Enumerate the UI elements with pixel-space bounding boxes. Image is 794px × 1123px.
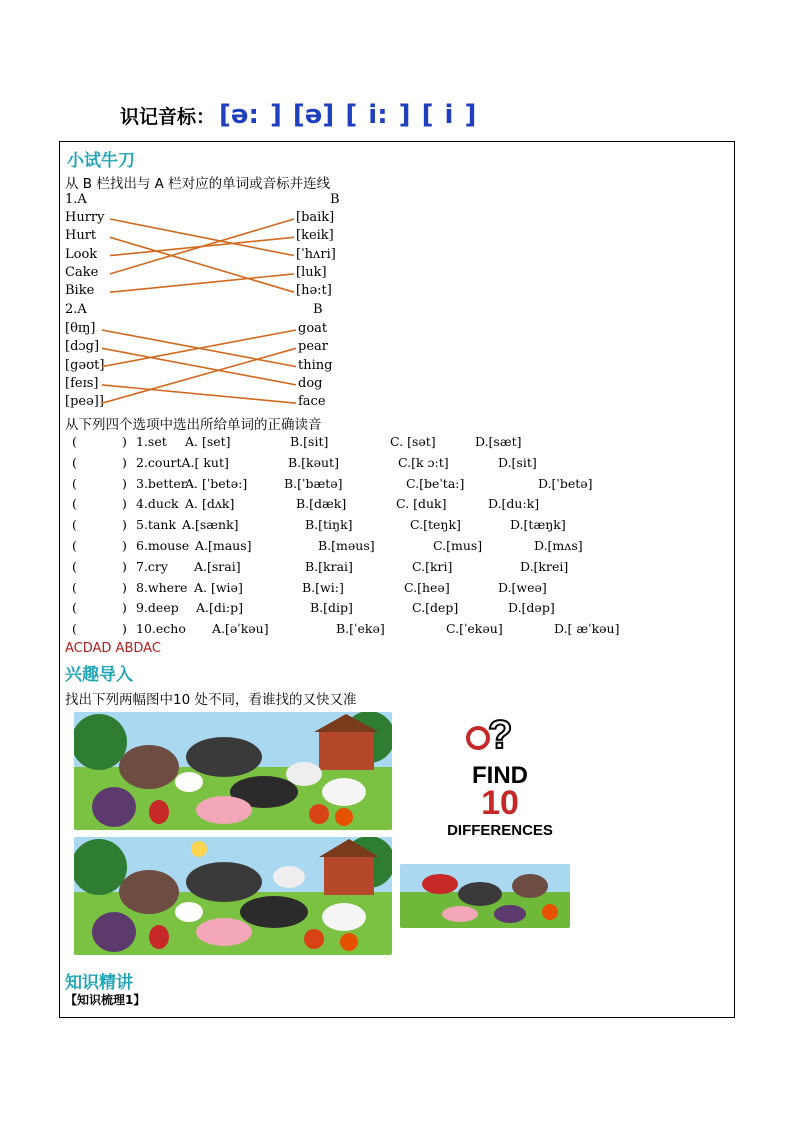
question-word: 4.duck [136, 496, 179, 512]
part1-column-a-item: Hurry [65, 210, 105, 225]
question-close-paren: ) [122, 475, 127, 491]
question-open-paren[interactable]: ( [72, 558, 77, 574]
question-option-c: C. [duk] [396, 496, 447, 512]
question-option-a: A. [dʌk] [185, 496, 235, 512]
question-option-a: A.[maus] [195, 538, 252, 553]
part2-column-a-item: [peə]] [65, 394, 104, 410]
question-open-paren[interactable]: ( [72, 579, 77, 595]
differences-instruction: 找出下列两幅图中10 处不同，看谁找的又快又准 [65, 692, 357, 708]
question-word: 6.mouse [136, 538, 190, 553]
question-option-b: B.[dip] [310, 600, 353, 616]
farm-picture-top [74, 712, 392, 830]
part1-head-a: 1.A [65, 192, 87, 207]
part1-column-b-item: [baik] [296, 210, 335, 225]
question-word: 7.cry [136, 558, 168, 574]
farm-scene-illustration [74, 712, 392, 830]
part1-column-a-item: Bike [65, 283, 95, 299]
question-close-paren: ) [122, 558, 127, 574]
section-title-practice: 小试牛刀 [67, 151, 135, 171]
question-option-b: B.[ˈbætə] [284, 475, 343, 491]
question-option-b: B.[wi:] [302, 579, 344, 595]
header-phonetics: [ə: ] [ə] [ i: ] [ i ] [219, 100, 477, 130]
question-word: 3.better [136, 475, 187, 491]
question-option-d: D.[du:k] [488, 496, 540, 512]
question-open-paren[interactable]: ( [72, 538, 77, 553]
page-header [120, 100, 476, 140]
badge-differences: DIFFERENCES [447, 822, 553, 839]
section-title-intro: 兴趣导入 [65, 665, 133, 685]
header-label: 识记音标： [120, 106, 216, 128]
matching-instruction: 从 B 栏找出与 A 栏对应的单词或音标并连线 [65, 176, 331, 192]
part2-column-b-item: face [298, 394, 326, 410]
badge-number: 10 [481, 784, 519, 822]
question-option-b: B.[məus] [318, 538, 375, 553]
part2-column-b-item: goat [298, 321, 328, 336]
question-open-paren[interactable]: ( [72, 434, 77, 449]
pronunciation-instruction: 从下列四个选项中选出所给单词的正确读音 [65, 417, 322, 433]
part1-column-b-item: [ˈhʌri] [296, 246, 336, 262]
question-word: 9.deep [136, 600, 179, 616]
question-close-paren: ) [122, 496, 127, 512]
question-word: 10.echo [136, 621, 186, 637]
question-option-c: C.[heə] [404, 579, 450, 595]
question-close-paren: ) [122, 517, 127, 533]
question-option-a: A.[srai] [194, 558, 241, 574]
part2-column-a-item: [dɔg] [65, 339, 100, 355]
question-option-b: B.[kəut] [288, 454, 339, 470]
part2-column-b-item: pear [298, 339, 328, 355]
question-option-c: C.[k ɔ:t] [398, 454, 449, 470]
badge-find: FIND [472, 762, 528, 789]
question-option-a: A.[sænk] [182, 517, 239, 533]
question-option-d: D.[tæŋk] [510, 517, 566, 533]
part1-column-a-item: Hurt [65, 228, 97, 244]
farm-thumbnail-illustration [400, 864, 570, 928]
part1-column-b-item: [luk] [296, 264, 327, 280]
question-open-paren[interactable]: ( [72, 600, 77, 616]
knowledge-subtitle: 【知识梳理1】 [65, 993, 146, 1007]
question-option-b: B.[sit] [290, 434, 329, 449]
question-option-b: B.[krai] [305, 558, 353, 574]
part2-link-line [102, 348, 296, 385]
question-word: 2.courtA.[ kut] [136, 454, 229, 470]
question-close-paren: ) [122, 621, 127, 637]
question-close-paren: ) [122, 538, 127, 553]
part1-column-b-item: [keik] [296, 228, 334, 244]
question-option-c: C.[ˈekəu] [446, 621, 503, 637]
part1-column-a-item: Look [65, 246, 98, 262]
part1-column-a-item: Cake [65, 264, 99, 280]
question-close-paren: ) [122, 600, 127, 616]
matching-lines [60, 142, 736, 422]
question-mark-icon [460, 708, 530, 756]
question-close-paren: ) [122, 434, 127, 449]
part1-link-line [110, 274, 294, 292]
question-option-c: C.[beˈta:] [406, 475, 465, 491]
find-differences-badge [410, 708, 590, 848]
part2-head-b: B [313, 302, 323, 317]
part2-column-a-item: [θɪŋ] [65, 321, 96, 336]
question-option-d: D.[sit] [498, 454, 537, 470]
svg-text:?: ? [488, 713, 513, 756]
question-option-d: D.[krei] [520, 558, 569, 574]
question-open-paren[interactable]: ( [72, 475, 77, 491]
question-word: 5.tank [136, 517, 177, 533]
part2-column-a-item: [gəʊt] [65, 357, 105, 373]
section-title-knowledge: 知识精讲 [65, 973, 133, 993]
question-option-d: D.[ æˈkəu] [554, 621, 620, 637]
part2-head-a: 2.A [65, 302, 87, 317]
part1-link-line [110, 237, 294, 292]
question-option-b: B.[tiŋk] [305, 517, 353, 533]
question-option-b: B.[ˈekə] [336, 621, 385, 637]
farm-scene-illustration-2 [74, 837, 392, 955]
question-option-d: D.[mʌs] [534, 538, 583, 553]
part1-link-line [110, 219, 294, 274]
question-option-d: D.[dəp] [508, 600, 555, 616]
question-option-a: A. [set] [185, 434, 231, 449]
question-open-paren[interactable]: ( [72, 496, 77, 512]
question-option-c: C.[teŋk] [410, 517, 461, 533]
part2-column-b-item: thing [298, 357, 333, 373]
question-option-d: D.[sæt] [475, 434, 522, 449]
part2-link-line [102, 385, 296, 403]
question-option-c: C.[mus] [433, 538, 483, 553]
question-close-paren: ) [122, 454, 127, 470]
question-close-paren: ) [122, 579, 127, 595]
question-word: 8.where [136, 579, 188, 595]
question-option-c: C.[dep] [412, 600, 459, 616]
question-option-c: C. [sət] [390, 434, 436, 449]
worksheet-box [59, 141, 735, 1018]
part2-column-a-item: [feɪs] [65, 375, 99, 391]
question-option-d: D.[weə] [498, 579, 547, 595]
question-open-paren[interactable]: ( [72, 517, 77, 533]
question-option-a: A. [ˈbetə:] [185, 475, 248, 491]
answer-key: ACDAD ABDAC [65, 641, 161, 656]
part1-link-line [110, 219, 294, 256]
question-open-paren[interactable]: ( [72, 621, 77, 637]
question-option-a: A. [wiə] [194, 579, 243, 595]
question-option-a: A.[əˈkəu] [212, 621, 269, 637]
part2-column-b-item: dog [298, 375, 323, 391]
part1-head-b: B [330, 192, 340, 207]
question-option-b: B.[dæk] [296, 496, 347, 512]
question-open-paren[interactable]: ( [72, 454, 77, 470]
part1-column-b-item: [hə:t] [296, 283, 332, 299]
question-option-c: C.[kri] [412, 558, 453, 574]
question-option-d: D.[ˈbetə] [538, 475, 593, 491]
question-word: 1.set [136, 434, 167, 449]
part2-link-line [102, 348, 296, 403]
farm-picture-bottom [74, 837, 392, 955]
question-option-a: A.[di:p] [196, 600, 243, 616]
farm-thumbnail [400, 864, 570, 928]
